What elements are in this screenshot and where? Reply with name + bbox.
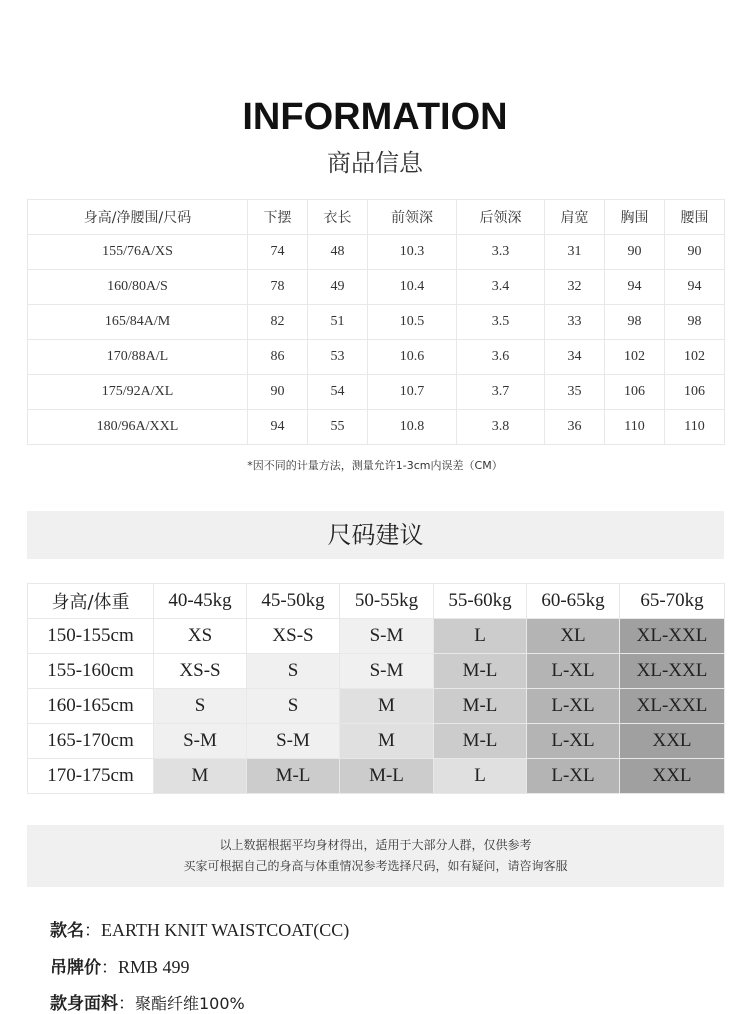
table-cell: 54 — [308, 375, 368, 410]
table-cell: 180/96A/XXL — [28, 410, 248, 445]
height-cell: 155-160cm — [28, 654, 154, 689]
product-fabric-label: 款身面料 — [50, 994, 118, 1014]
table-cell: 3.6 — [457, 340, 545, 375]
measurement-note: *因不同的计量方法，测量允许1-3cm内误差（CM） — [247, 459, 503, 472]
table-cell: 94 — [248, 410, 308, 445]
size-cell: XXL — [620, 759, 725, 794]
product-name-label: 款名 — [50, 921, 84, 941]
table-cell: 98 — [665, 305, 725, 340]
table-cell: 102 — [605, 340, 665, 375]
table-cell: 35 — [545, 375, 605, 410]
table-cell: 165/84A/M — [28, 305, 248, 340]
table-cell: 33 — [545, 305, 605, 340]
table-cell: 3.8 — [457, 410, 545, 445]
table-row — [28, 654, 725, 689]
weight-header: 50-55kg — [340, 584, 434, 619]
table-cell: 170/88A/L — [28, 340, 248, 375]
disclaimer-line: 以上数据根据平均身材得出，适用于大部分人群，仅供参考 — [219, 838, 532, 852]
table-cell: 3.3 — [457, 235, 545, 270]
table-cell: 36 — [545, 410, 605, 445]
size-cell: L-XL — [527, 654, 620, 689]
table-cell: 3.7 — [457, 375, 545, 410]
table-row — [28, 340, 725, 375]
page-title: INFORMATION — [242, 96, 508, 138]
page-subtitle: 商品信息 — [327, 149, 423, 177]
table-cell: 106 — [665, 375, 725, 410]
table-cell: 3.5 — [457, 305, 545, 340]
height-cell: 150-155cm — [28, 619, 154, 654]
size-cell: S-M — [154, 724, 247, 759]
size-cell: XL-XXL — [620, 689, 725, 724]
recommendation-header-row — [28, 584, 725, 619]
table-cell: 160/80A/S — [28, 270, 248, 305]
table-cell: 175/92A/XL — [28, 375, 248, 410]
recommendation-title: 尺码建议 — [27, 511, 724, 559]
table-cell: 94 — [665, 270, 725, 305]
size-cell: M-L — [434, 689, 527, 724]
product-fabric-line: 款身面料：聚酯纤维100% — [50, 994, 245, 1014]
size-cell: XS — [154, 619, 247, 654]
table-cell: 3.4 — [457, 270, 545, 305]
table-cell: 90 — [665, 235, 725, 270]
size-cell: M-L — [434, 724, 527, 759]
table-row — [28, 689, 725, 724]
table-row — [28, 724, 725, 759]
size-cell: M — [340, 689, 434, 724]
column-header: 胸围 — [605, 200, 665, 235]
table-row — [28, 375, 725, 410]
product-price-label: 吊牌价 — [50, 958, 101, 978]
table-row — [28, 759, 725, 794]
table-cell: 10.8 — [368, 410, 457, 445]
corner-header: 身高/体重 — [28, 584, 154, 619]
size-cell: XL-XXL — [620, 619, 725, 654]
size-cell: S — [247, 654, 340, 689]
table-row — [28, 270, 725, 305]
size-table-header-row — [28, 200, 725, 235]
size-cell: M-L — [340, 759, 434, 794]
table-cell: 53 — [308, 340, 368, 375]
size-cell: L — [434, 619, 527, 654]
size-cell: S — [247, 689, 340, 724]
column-header: 腰围 — [665, 200, 725, 235]
table-cell: 51 — [308, 305, 368, 340]
table-cell: 10.3 — [368, 235, 457, 270]
size-cell: XXL — [620, 724, 725, 759]
size-cell: S-M — [340, 654, 434, 689]
size-cell: XS-S — [154, 654, 247, 689]
height-cell: 170-175cm — [28, 759, 154, 794]
size-cell: M-L — [247, 759, 340, 794]
weight-header: 60-65kg — [527, 584, 620, 619]
product-price-line: 吊牌价：RMB 499 — [50, 957, 190, 978]
table-cell: 34 — [545, 340, 605, 375]
size-cell: XS-S — [247, 619, 340, 654]
size-cell: S — [154, 689, 247, 724]
weight-header: 55-60kg — [434, 584, 527, 619]
product-name-line: 款名：EARTH KNIT WAISTCOAT(CC) — [50, 920, 350, 941]
table-cell: 82 — [248, 305, 308, 340]
table-row — [28, 410, 725, 445]
table-cell: 10.5 — [368, 305, 457, 340]
size-cell: M-L — [434, 654, 527, 689]
size-recommendation-table — [27, 583, 725, 794]
table-cell: 74 — [248, 235, 308, 270]
column-header: 下摆 — [248, 200, 308, 235]
table-cell: 110 — [665, 410, 725, 445]
table-cell: 48 — [308, 235, 368, 270]
size-cell: L-XL — [527, 724, 620, 759]
table-cell: 155/76A/XS — [28, 235, 248, 270]
size-measurement-table — [27, 199, 725, 445]
table-cell: 106 — [605, 375, 665, 410]
weight-header: 65-70kg — [620, 584, 725, 619]
table-cell: 94 — [605, 270, 665, 305]
table-cell: 90 — [605, 235, 665, 270]
column-header: 肩宽 — [545, 200, 605, 235]
weight-header: 40-45kg — [154, 584, 247, 619]
table-cell: 31 — [545, 235, 605, 270]
table-cell: 102 — [665, 340, 725, 375]
table-cell: 98 — [605, 305, 665, 340]
size-cell: M — [340, 724, 434, 759]
size-cell: M — [154, 759, 247, 794]
disclaimer-line: 买家可根据自己的身高与体重情况参考选择尺码，如有疑问，请咨询客服 — [183, 859, 568, 873]
size-cell: XL-XXL — [620, 654, 725, 689]
height-cell: 160-165cm — [28, 689, 154, 724]
table-cell: 49 — [308, 270, 368, 305]
size-cell: S-M — [247, 724, 340, 759]
size-cell: L-XL — [527, 759, 620, 794]
product-fabric-value: 聚酯纤维100% — [135, 994, 245, 1013]
table-row — [28, 619, 725, 654]
table-cell: 90 — [248, 375, 308, 410]
column-header: 身高/净腰围/尺码 — [28, 200, 248, 235]
size-cell: L — [434, 759, 527, 794]
height-cell: 165-170cm — [28, 724, 154, 759]
table-row — [28, 305, 725, 340]
size-cell: XL — [527, 619, 620, 654]
column-header: 后领深 — [457, 200, 545, 235]
table-cell: 78 — [248, 270, 308, 305]
table-cell: 10.7 — [368, 375, 457, 410]
weight-header: 45-50kg — [247, 584, 340, 619]
size-cell: L-XL — [527, 689, 620, 724]
table-cell: 110 — [605, 410, 665, 445]
table-cell: 86 — [248, 340, 308, 375]
disclaimer-box — [27, 825, 724, 887]
table-cell: 10.6 — [368, 340, 457, 375]
table-cell: 32 — [545, 270, 605, 305]
product-name-value: EARTH KNIT WAISTCOAT(CC) — [101, 920, 350, 940]
table-cell: 10.4 — [368, 270, 457, 305]
table-cell: 55 — [308, 410, 368, 445]
column-header: 前领深 — [368, 200, 457, 235]
size-cell: S-M — [340, 619, 434, 654]
product-price-value: RMB 499 — [118, 957, 190, 977]
column-header: 衣长 — [308, 200, 368, 235]
table-row — [28, 235, 725, 270]
